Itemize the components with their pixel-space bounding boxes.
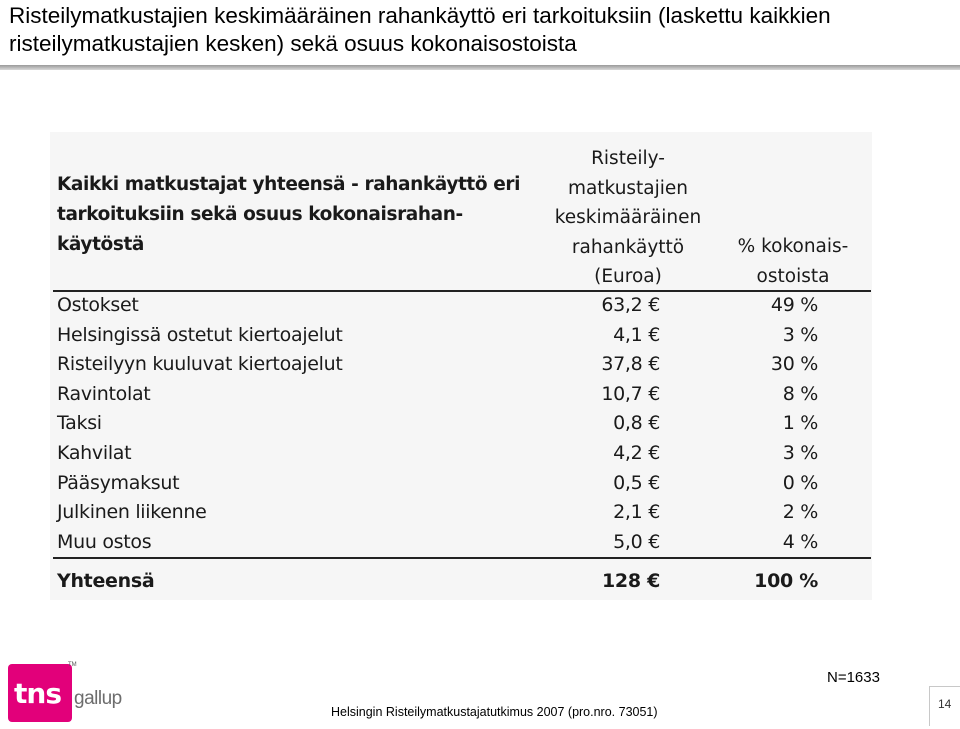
total-share: 100 % xyxy=(754,570,818,592)
row-share: 30 % xyxy=(770,353,818,376)
row-label: Ravintolat xyxy=(57,382,151,405)
row-label: Muu ostos xyxy=(57,530,152,553)
row-spending: 37,8 € xyxy=(601,353,660,376)
row-share: 4 % xyxy=(782,530,818,553)
total-label: Yhteensä xyxy=(57,570,155,592)
table-heading: Kaikki matkustajat yhteensä - rahankäyttö eri tarkoituksiin sekä osuus kokonaisrahan-käytöstä xyxy=(57,174,521,255)
logo-gallup-text: gallup xyxy=(74,688,122,709)
table-row xyxy=(50,351,872,381)
row-label: Risteilyyn kuuluvat kiertoajelut xyxy=(57,353,343,376)
row-spending: 4,1 € xyxy=(613,323,660,346)
spending-table xyxy=(50,132,872,600)
table-row xyxy=(50,440,872,470)
logo-trademark: TM xyxy=(68,662,77,668)
table-row xyxy=(50,529,872,559)
row-spending: 0,5 € xyxy=(613,471,660,494)
row-label: Julkinen liikenne xyxy=(57,501,207,524)
row-share: 3 % xyxy=(782,442,818,464)
row-share: 1 % xyxy=(782,412,818,435)
row-spending: 2,1 € xyxy=(613,501,660,524)
table-row xyxy=(50,499,872,529)
row-spending: 4,2 € xyxy=(613,442,660,464)
row-spending: 0,8 € xyxy=(613,412,660,435)
row-share: 3 % xyxy=(782,323,818,346)
row-spending: 63,2 € xyxy=(601,294,660,316)
column-header-average-spending: Risteily- matkustajien keskimääräinen rahankäyttö (Euroa) xyxy=(554,148,702,287)
row-label: Pääsymaksut xyxy=(57,471,180,494)
logo-tns-text: tns xyxy=(14,677,61,710)
row-label: Helsingissä ostetut kiertoajelut xyxy=(57,323,343,346)
source-note: Helsingin Risteilymatkustajatutkimus 2007 (pro.nro. 73051) xyxy=(331,705,658,719)
row-share: 0 % xyxy=(782,471,818,494)
page-number: 14 xyxy=(938,697,952,711)
title-divider xyxy=(0,65,960,70)
table-row xyxy=(50,292,872,322)
table-row xyxy=(50,381,872,411)
row-label: Kahvilat xyxy=(57,442,132,464)
row-label: Ostokset xyxy=(57,294,139,316)
tns-gallup-logo xyxy=(8,664,123,724)
table-row xyxy=(50,470,872,500)
slide-title: Risteilymatkustajien keskimääräinen rahankäyttö eri tarkoituksiin (laskettu kaikkien risteilymatkustajien kesken) sekä osuus kokonaisostoista xyxy=(9,3,831,56)
row-share: 8 % xyxy=(782,382,818,405)
row-label: Taksi xyxy=(57,412,102,435)
sample-size: N=1633 xyxy=(827,669,880,686)
row-share: 2 % xyxy=(782,501,818,524)
table-row xyxy=(50,322,872,352)
total-spending: 128 € xyxy=(602,570,660,592)
table-row xyxy=(50,410,872,440)
row-share: 49 % xyxy=(770,294,818,316)
tns-logo-mark xyxy=(8,664,72,722)
total-row xyxy=(50,568,872,598)
column-header-share: % kokonais- ostoista xyxy=(737,236,849,287)
row-spending: 10,7 € xyxy=(601,382,660,405)
row-spending: 5,0 € xyxy=(613,530,660,553)
total-divider xyxy=(53,557,871,559)
